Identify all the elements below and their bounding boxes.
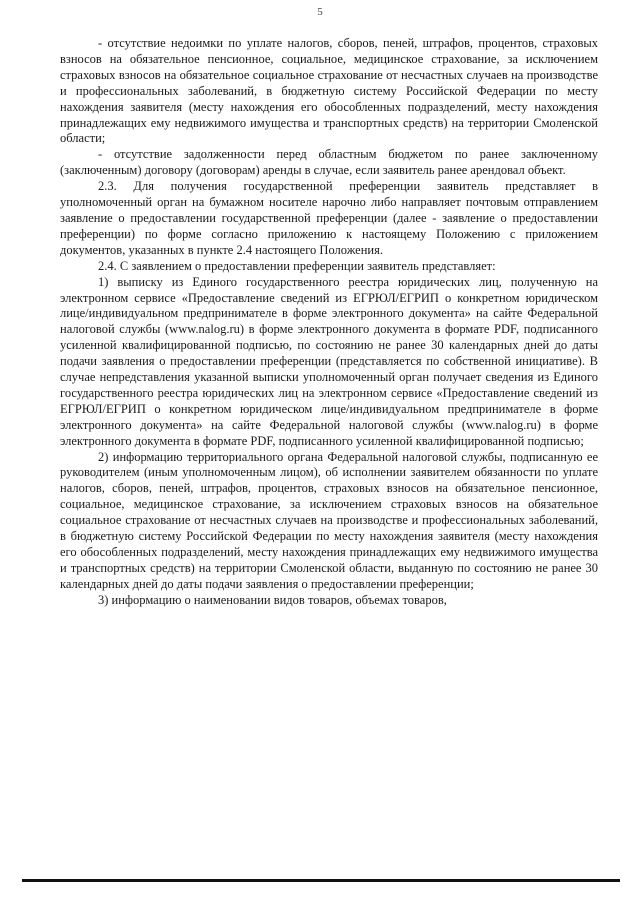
paragraph-2-4: 2.4. С заявлением о предоставлении преференции заявитель представляет: — [98, 258, 496, 273]
paragraph-item-3: 3) информацию о наименовании видов товаров, объемах товаров, — [98, 592, 447, 607]
paragraph-item-1: 1) выписку из Единого государственного реестра юридических лиц, полученную на электронном сервисе «Предоставление сведений из ЕГРЮЛ/ЕГРИП о конкретном юридическом лице/индивидуальном предпринимателе в форме электронного документа» на сайте Федеральной налоговой службы (www.nalog.ru) в форме электронного документа в формате PDF, подписанного усиленной квалифицированной подписью, по состоянию не ранее 30 календарных дней до даты подачи заявления о предоставлении преференции (представляется по собственной инициативе). В случае непредставления указанной выписки уполномоченный орган получает сведения из Единого государственного реестра юридических лиц на электронном сервисе «Предоставление сведений из ЕГРЮЛ/ЕГРИП о конкретном юридическом лице/индивидуальном предпринимателе в форме электронного документа» на сайте Федеральной налоговой службы (www.nalog.ru) в форме электронного документа в формате PDF, подписанного усиленной квалифицированной подписью; — [60, 274, 598, 448]
paragraph-item-2: 2) информацию территориального органа Федеральной налоговой службы, подписанную ее руководителем (иным уполномоченным лицом), об исполнении заявителем обязанности по уплате налогов, сборов, пеней, штрафов, процентов, страховых взносов на обязательное пенсионное, социальное, медицинское страхование, за исключением страховых взносов на обязательное социальное страхование от несчастных случаев на производстве и профессиональных заболеваний, в бюджетную систему Российской Федерации по месту нахождения заявителя (месту нахождения его обособленных подразделений, месту нахождения принадлежащих ему недвижимого имущества и транспортных средств) на территории Смоленской области, выданную по состоянию не ранее 30 календарных дней до даты подачи заявления о предоставлении преференции; — [60, 449, 598, 591]
document-body — [60, 36, 598, 609]
paragraph-2-3: 2.3. Для получения государственной преференции заявитель представляет в уполномоченный орган на бумажном носителе нарочно либо направляет почтовым отправлением заявление о предоставлении государственной преференции (далее - заявление о предоставлении преференции) по форме согласно приложению к настоящему Положению с приложением документов, указанных в пункте 2.4 настоящего Положения. — [60, 179, 598, 257]
paragraph-no-arrears: - отсутствие недоимки по уплате налогов, сборов, пеней, штрафов, процентов, страховых взносов на обязательное пенсионное, социальное, медицинское страхование, за исключением страховых взносов на обязательное социальное страхование от несчастных случаев на производстве и профессиональных заболеваний, в бюджетную систему Российской Федерации по месту нахождения заявителя (месту нахождения его обособленных подразделений, месту нахождения принадлежащих ему недвижимого имущества и транспортных средств) на территории Смоленской области; — [60, 36, 598, 146]
paragraph-no-debt: - отсутствие задолженности перед областным бюджетом по ранее заключенному (заключенным) договору (договорам) аренды в случае, если заявитель ранее арендовал объект. — [60, 147, 598, 178]
bottom-border-line — [22, 879, 620, 882]
page-number: 5 — [317, 6, 323, 18]
